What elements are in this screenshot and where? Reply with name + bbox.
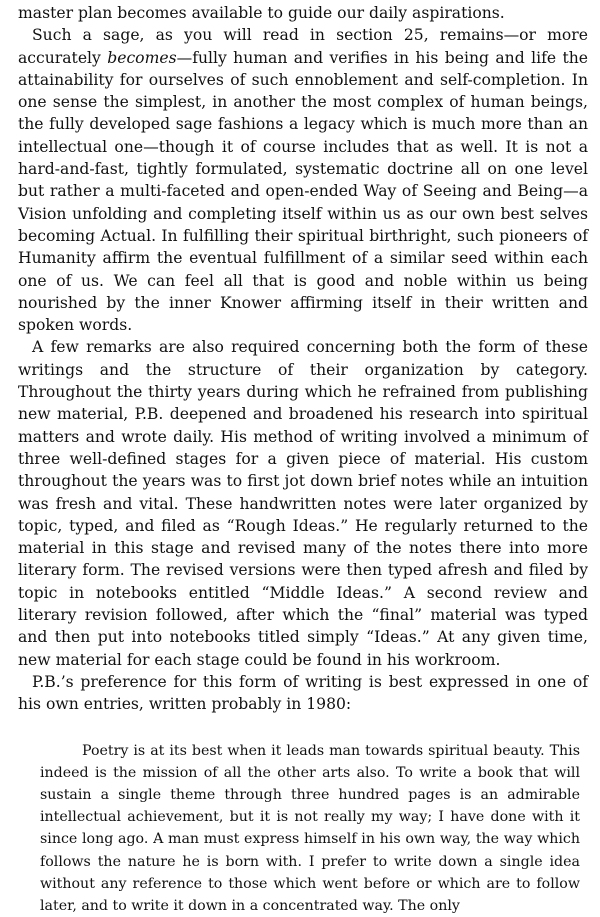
block-quote: Poetry is at its best when it leads man towards spiritual beauty. This indeed is the mission of all the other arts also. To write a book that will sustain a single theme through three hundred pages is an admirable intellectual achievement, but it is not really my way; I have done with it since long ago. A man must express himself in his own way, the way which follows the nature he is born with. I prefer to write down a single idea without any reference to those which went before or which are to follow later, and to write it down in a concentrated way. The only [40,740,580,917]
paragraph-opening-line: master plan becomes available to guide our daily aspirations. [18,2,588,24]
paragraph-sage-italic-word: becomes [107,49,176,67]
quote-spacer [18,716,588,722]
document-page [18,2,588,917]
paragraph-sage [18,24,588,336]
paragraph-preference: P.B.’s preference for this form of writing is best expressed in one of his own entries, written probably in 1980: [18,671,588,716]
paragraph-writing-method: A few remarks are also required concerning both the form of these writings and the structure of their organization by category. Throughout the thirty years during which he refrained from publishing new material, P.B. deepened and broadened his research into spiritual matters and wrote daily. His method of writing involved a minimum of three well-defined stages for a given piece of material. His custom throughout the years was to first jot down brief notes while an intuition was fresh and vital. These handwritten notes were later organized by topic, typed, and filed as “Rough Ideas.” He regularly returned to the material in this stage and revised many of the notes there into more literary form. The revised versions were then typed afresh and filed by topic in notebooks entitled “Middle Ideas.” A second review and literary revision followed, after which the “final” material was typed and then put into notebooks titled simply “Ideas.” At any given time, new material for each stage could be found in his workroom. [18,336,588,670]
paragraph-sage-text-start: Such a sage, as you will read in section 25, remains—or more accurately [18,26,588,66]
paragraph-sage-text-end: —fully human and verifies in his being and life the attainability for ourselves of such ennoblement and self-completion. In one sense the simplest, in another the most complex of human beings, the fully developed sage fashions a legacy which is much more than an intellectual one—though it of course includes that as well. It is not a hard-and-fast, tightly formulated, systematic doctrine all on one level but rather a multi-faceted and open-ended Way of Seeing and Being—a Vision unfolding and completing itself within us as our own best selves becoming Actual. In fulfilling their spiritual birthright, such pioneers of Humanity affirm the eventual fulfillment of a similar seed within each one of us. We can feel all that is good and noble within us being nourished by the inner Knower affirming itself in their written and spoken words. [18,49,588,335]
